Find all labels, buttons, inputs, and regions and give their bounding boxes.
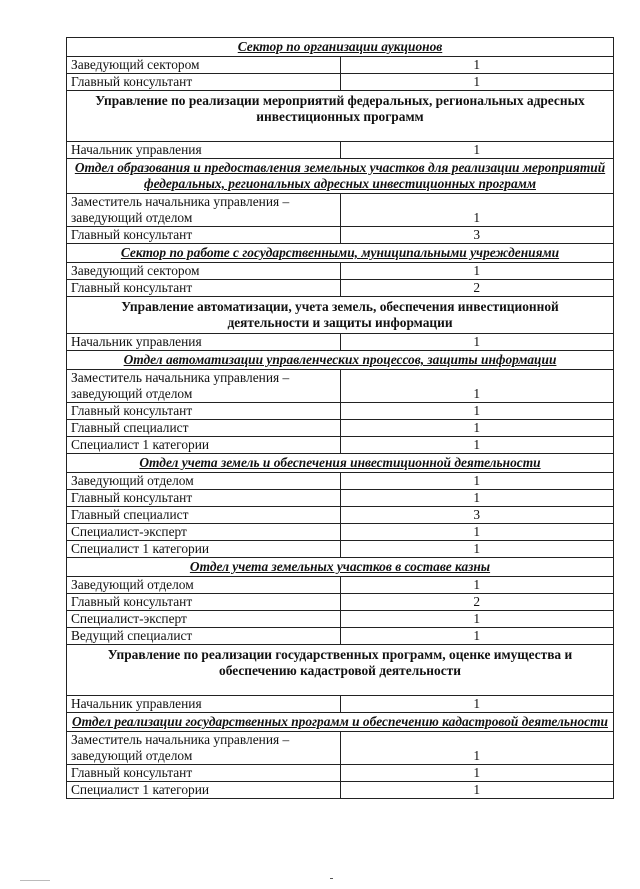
count-cell: 1 (340, 473, 614, 490)
table-row (67, 473, 614, 490)
position-cell: Заместитель начальника управления – заведующий отделом (67, 370, 341, 403)
department-header-row (67, 91, 614, 142)
position-cell: Заведующий сектором (67, 57, 341, 74)
count-cell: 1 (340, 142, 614, 159)
section-header-row (67, 38, 614, 57)
table-row (67, 142, 614, 159)
position-cell: Главный консультант (67, 594, 341, 611)
position-cell: Главный консультант (67, 280, 341, 297)
department-header-row (67, 297, 614, 334)
header-text: Отдел образования и предоставления земельных участков для реализации мероприятий федеральных, региональных адресных инвестиционных программ (74, 160, 606, 191)
position-cell: Ведущий специалист (67, 628, 341, 645)
position-cell: Специалист 1 категории (67, 782, 341, 799)
header-text: Отдел учета земель и обеспечения инвестиционной деятельности (139, 455, 541, 470)
position-cell: Специалист 1 категории (67, 437, 341, 454)
count-cell: 1 (340, 782, 614, 799)
count-cell: 3 (340, 507, 614, 524)
section-header-row (67, 454, 614, 473)
count-cell: 1 (340, 57, 614, 74)
department-title (67, 91, 614, 142)
staffing-table-body (67, 38, 614, 799)
department-title (67, 645, 614, 696)
count-cell: 2 (340, 280, 614, 297)
table-row (67, 74, 614, 91)
count-cell: 1 (340, 74, 614, 91)
count-cell: 1 (340, 334, 614, 351)
table-row (67, 765, 614, 782)
section-title (67, 351, 614, 370)
scan-artifact (20, 880, 50, 881)
count-cell: 1 (340, 194, 614, 227)
position-cell: Главный консультант (67, 490, 341, 507)
position-cell: Начальник управления (67, 334, 341, 351)
position-cell: Главный специалист (67, 420, 341, 437)
table-row (67, 507, 614, 524)
section-title (67, 244, 614, 263)
position-cell: Главный консультант (67, 227, 341, 244)
position-cell: Специалист-эксперт (67, 611, 341, 628)
table-row (67, 732, 614, 765)
table-row (67, 263, 614, 280)
count-cell: 1 (340, 524, 614, 541)
position-cell: Начальник управления (67, 142, 341, 159)
count-cell: 1 (340, 732, 614, 765)
table-row (67, 437, 614, 454)
table-row (67, 420, 614, 437)
position-cell: Заведующий отделом (67, 473, 341, 490)
section-header-row (67, 244, 614, 263)
table-row (67, 611, 614, 628)
table-row (67, 524, 614, 541)
position-cell: Заведующий сектором (67, 263, 341, 280)
count-cell: 1 (340, 541, 614, 558)
table-row (67, 57, 614, 74)
position-cell: Заместитель начальника управления – заведующий отделом (67, 194, 341, 227)
table-row (67, 594, 614, 611)
header-text: Сектор по организации аукционов (237, 39, 443, 54)
header-text: Управление по реализации мероприятий федеральных, региональных адресных инвестиционных программ (95, 93, 585, 124)
count-cell: 1 (340, 628, 614, 645)
count-cell: 1 (340, 696, 614, 713)
table-row (67, 782, 614, 799)
table-row (67, 490, 614, 507)
position-cell: Главный консультант (67, 765, 341, 782)
table-row (67, 577, 614, 594)
section-title (67, 454, 614, 473)
department-header-row (67, 645, 614, 696)
count-cell: 1 (340, 437, 614, 454)
position-cell: Главный консультант (67, 403, 341, 420)
section-header-row (67, 351, 614, 370)
table-row (67, 403, 614, 420)
section-header-row (67, 713, 614, 732)
section-title (67, 159, 614, 194)
table-row (67, 280, 614, 297)
section-title (67, 38, 614, 57)
header-text: Сектор по работе с государственными, муниципальными учреждениями (120, 245, 560, 260)
count-cell: 1 (340, 577, 614, 594)
count-cell: 2 (340, 594, 614, 611)
table-row (67, 194, 614, 227)
count-cell: 1 (340, 420, 614, 437)
count-cell: 1 (340, 263, 614, 280)
section-header-row (67, 558, 614, 577)
position-cell: Специалист 1 категории (67, 541, 341, 558)
table-row (67, 628, 614, 645)
position-cell: Заместитель начальника управления – заведующий отделом (67, 732, 341, 765)
position-cell: Главный специалист (67, 507, 341, 524)
position-cell: Главный консультант (67, 74, 341, 91)
position-cell: Заведующий отделом (67, 577, 341, 594)
header-text: Отдел реализации государственных программ и обеспечению кадастровой деятельности (72, 714, 608, 729)
section-title (67, 558, 614, 577)
count-cell: 3 (340, 227, 614, 244)
section-header-row (67, 159, 614, 194)
position-cell: Начальник управления (67, 696, 341, 713)
header-text: Управление автоматизации, учета земель, обеспечения инвестиционной деятельности и защиты информации (121, 299, 559, 330)
count-cell: 1 (340, 370, 614, 403)
staffing-table (66, 37, 614, 799)
section-title (67, 713, 614, 732)
count-cell: 1 (340, 490, 614, 507)
department-title (67, 297, 614, 334)
count-cell: 1 (340, 611, 614, 628)
table-row (67, 334, 614, 351)
table-row (67, 696, 614, 713)
table-row (67, 541, 614, 558)
scan-artifact (330, 878, 333, 879)
header-text: Отдел учета земельных участков в составе казны (189, 559, 491, 574)
position-cell: Специалист-эксперт (67, 524, 341, 541)
table-row (67, 227, 614, 244)
header-text: Управление по реализации государственных программ, оценке имущества и обеспечению кадастровой деятельности (107, 647, 573, 678)
count-cell: 1 (340, 765, 614, 782)
count-cell: 1 (340, 403, 614, 420)
header-text: Отдел автоматизации управленческих процессов, защиты информации (123, 352, 557, 367)
table-row (67, 370, 614, 403)
